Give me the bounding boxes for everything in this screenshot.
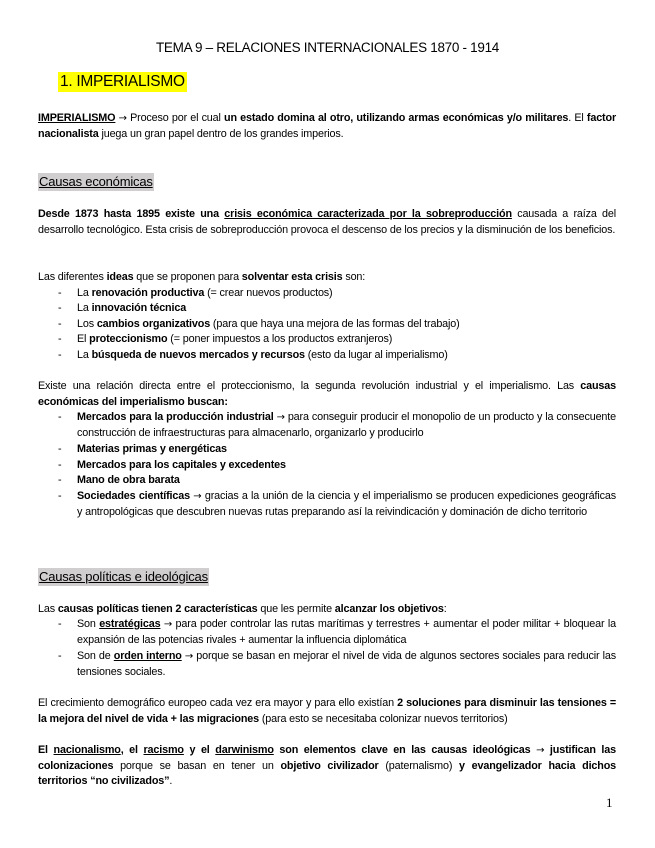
- arrow-icon: →: [163, 619, 173, 630]
- term-imperialismo: IMPERIALISMO: [38, 112, 116, 124]
- arrow-icon: →: [118, 113, 127, 124]
- list-item: - Son de orden interno → porque se basan en mejorar el nivel de vida de algunos sectores sociales para reducir las tensiones sociales.: [58, 650, 616, 678]
- section-causas-politicas: Causas políticas e ideológicas: [39, 569, 208, 584]
- list-item: - El proteccionismo (= poner impuestos a los productos extranjeros): [58, 333, 393, 345]
- ideologia-paragraph: El nacionalismo, el racismo y el darwinismo son elementos clave en las causas ideológicas → justifican las colonizaciones porque se basan en tener un objetivo civilizador (paternalismo) y evangelizador hacia dichos territorios “no civilizados”.: [38, 744, 617, 788]
- intro-paragraph: IMPERIALISMO → Proceso por el cual un estado domina al otro, utilizando armas económicas y/o militares. El factor nacionalista juega un gran papel dentro de los grandes imperios.: [38, 112, 617, 140]
- heading-imperialismo: 1. IMPERIALISMO: [60, 73, 185, 90]
- list-item: - Sociedades científicas → gracias a la unión de la ciencia y el imperialismo se producen expediciones geográficas y antropológicas que descubren nuevas rutas preparando así la reivindicación y dominación de dicho territorio: [58, 490, 616, 518]
- arrow-icon: →: [193, 491, 202, 502]
- document-title: TEMA 9 – RELACIONES INTERNACIONALES 1870 - 1914: [155, 40, 500, 55]
- politicas-intro: Las causas políticas tienen 2 características que les permite alcanzar los objetivos:: [38, 603, 447, 615]
- list-item: - Mano de obra barata: [58, 474, 180, 486]
- crisis-paragraph: Desde 1873 hasta 1895 existe una crisis económica caracterizada por la sobreproducción causada a raíza del desarrollo tecnológico. Esta crisis de sobreproducción provoca el descenso de los precios y la disminución de los beneficios.: [38, 208, 616, 236]
- section-causas-economicas: Causas económicas: [39, 174, 153, 189]
- list-item: - La búsqueda de nuevos mercados y recursos (esto da lugar al imperialismo): [58, 349, 448, 361]
- page-number: 1: [606, 795, 613, 810]
- list-item: - La renovación productiva (= crear nuevos productos): [58, 287, 333, 299]
- list-item: - Materias primas y energéticas: [58, 443, 227, 455]
- arrow-icon: →: [184, 651, 194, 662]
- demografia-paragraph: El crecimiento demográfico europeo cada vez era mayor y para ello existían 2 soluciones para disminuir las tensiones = la mejora del nivel de vida + las migraciones (para esto se necesitaba colonizar nuevos territorios): [38, 697, 616, 725]
- arrow-icon: →: [536, 745, 545, 756]
- list-item: - Mercados para los capitales y excedentes: [58, 459, 286, 471]
- arrow-icon: →: [276, 412, 285, 423]
- relacion-paragraph: Existe una relación directa entre el proteccionismo, la segunda revolución industrial y el imperialismo. Las causas económicas del imperialismo buscan:: [38, 380, 616, 408]
- list-item: - La innovación técnica: [58, 302, 187, 314]
- list-item: - Mercados para la producción industrial → para conseguir producir el monopolio de un producto y la consecuente construcción de infraestructuras para almacenarlo, organizarlo y producirlo: [58, 411, 616, 439]
- ideas-intro: Las diferentes ideas que se proponen para solventar esta crisis son:: [38, 271, 366, 283]
- list-item: - Los cambios organizativos (para que haya una mejora de las formas del trabajo): [58, 318, 460, 330]
- list-item: - Son estratégicas → para poder controlar las rutas marítimas y terrestres + aumentar el poder militar + bloquear la expansión de las potencias rivales + aumentar la influencia diplomática: [58, 618, 616, 646]
